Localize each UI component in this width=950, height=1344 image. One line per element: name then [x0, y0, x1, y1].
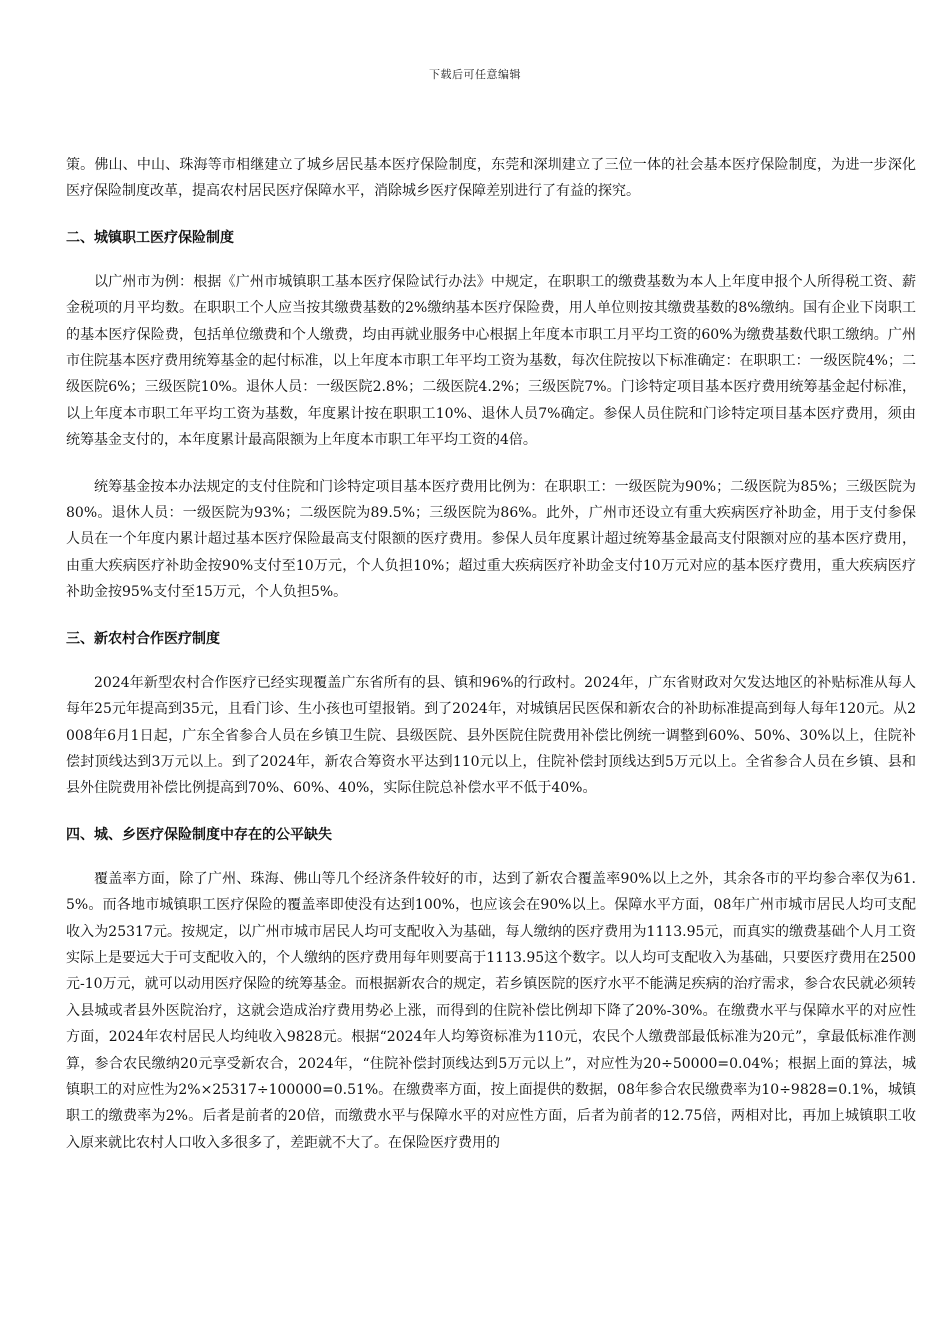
section-heading-3: 三、新农村合作医疗制度	[66, 630, 220, 647]
page-header-note: 下载后可任意编辑	[429, 68, 521, 81]
paragraph-continued: 策。佛山、中山、珠海等市相继建立了城乡居民基本医疗保险制度，东莞和深圳建立了三位一体的社会基本医疗保险制度，为进一步深化医疗保险制度改革，提高农村居民医疗保障水平，消除城乡医疗保障差别进行了有益的探究。	[66, 157, 916, 200]
paragraph-section-2a: 以广州市为例：根据《广州市城镇职工基本医疗保险试行办法》中规定，在职职工的缴费基数为本人上年度申报个人所得税工资、薪金税项的月平均数。在职职工个人应当按其缴费基数的2%缴纳基本医疗保险费，用人单位则按其缴费基数的8%缴纳。国有企业下岗职工的基本医疗保险费，包括单位缴费和个人缴费，均由再就业服务中心根据上年度本市职工月平均工资的60%为缴费基数代职工缴纳。广州市住院基本医疗费用统筹基金的起付标准，以上年度本市职工年平均工资为基数，每次住院按以下标准确定：在职职工：一级医院4%；二级医院6%；三级医院10%。退休人员：一级医院2.8%；二级医院4.2%；三级医院7%。门诊特定项目基本医疗费用统筹基金起付标准，以上年度本市职工年平均工资为基数，年度累计按在职职工10%、退休人员7%确定。参保人员住院和门诊特定项目基本医疗费用，须由统筹基金支付的，本年度累计最高限额为上年度本市职工年平均工资的4倍。	[66, 273, 916, 449]
document-body	[66, 152, 916, 1176]
section-heading-2: 二、城镇职工医疗保险制度	[66, 229, 234, 246]
section-heading-4: 四、城、乡医疗保险制度中存在的公平缺失	[66, 826, 332, 843]
paragraph-section-2b: 统筹基金按本办法规定的支付住院和门诊特定项目基本医疗费用比例为：在职职工：一级医院为90%；二级医院为85%；三级医院为80%。退休人员：一级医院为93%；二级医院为89.5%；三级医院为86%。此外，广州市还设立有重大疾病医疗补助金，用于支付参保人员在一个年度内累计超过基本医疗保险最高支付限额的医疗费用。参保人员年度累计超过统筹基金最高支付限额对应的基本医疗费用，由重大疾病医疗补助金按90%支付至10万元，个人负担10%；超过重大疾病医疗补助金支付10万元对应的基本医疗费用，重大疾病医疗补助金按95%支付至15万元，个人负担5%。	[66, 478, 916, 601]
paragraph-section-4: 覆盖率方面，除了广州、珠海、佛山等几个经济条件较好的市，达到了新农合覆盖率90%以上之外，其余各市的平均参合率仅为61.5%。而各地市城镇职工医疗保险的覆盖率即使没有达到100%，也应该会在90%以上。保障水平方面，08年广州市城市居民人均可支配收入为25317元。按规定，以广州市城市居民人均可支配收入为基础，每人缴纳的医疗费用为1113.95元，而真实的缴费基础个人月工资实际上是要远大于可支配收入的，个人缴纳的医疗费用每年则要高于1113.95这个数字。以人均可支配收入为基础，只要医疗费用在2500元-10万元，就可以动用医疗保险的统筹基金。而根据新农合的规定，若乡镇医院的医疗水平不能满足疾病的治疗需求，参合农民就必须转入县城或者县外医院治疗，这就会造成治疗费用势必上涨，而得到的住院补偿比例却下降了20%-30%。在缴费水平与保障水平的对应性方面，2024年农村居民人均纯收入9828元。根据“2024年人均筹资标准为110元，农民个人缴费部最低标准为20元”，拿最低标准作测算，参合农民缴纳20元享受新农合，2024年，“住院补偿封顶线达到5万元以上”，对应性为20÷50000=0.04%；根据上面的算法，城镇职工的对应性为2%×25317÷100000=0.51%。在缴费率方面，按上面提供的数据，08年参合农民缴费率为10÷9828=0.1%，城镇职工的缴费率为2%。后者是前者的20倍，而缴费水平与保障水平的对应性方面，后者为前者的12.75倍，两相对比，再加上城镇职工收入原来就比农村人口收入多很多了，差距就不大了。在保险医疗费用的	[66, 870, 916, 1151]
paragraph-section-3: 2024年新型农村合作医疗已经实现覆盖广东省所有的县、镇和96%的行政村。2024年，广东省财政对欠发达地区的补贴标准从每人每年25元年提高到35元，且看门诊、生小孩也可望报销。到了2024年，对城镇居民医保和新农合的补助标准提高到每人每年120元。从2008年6月1日起，广东全省参合人员在乡镇卫生院、县级医院、县外医院住院费用补偿比例统一调整到60%、50%、30%以上，住院补偿封顶线达到3万元以上。到了2024年，新农合筹资水平达到110元以上，住院补偿封顶线达到5万元以上。全省参合人员在乡镇、县和县外住院费用补偿比例提高到70%、60%、40%，实际住院总补偿水平不低于40%。	[66, 674, 916, 797]
